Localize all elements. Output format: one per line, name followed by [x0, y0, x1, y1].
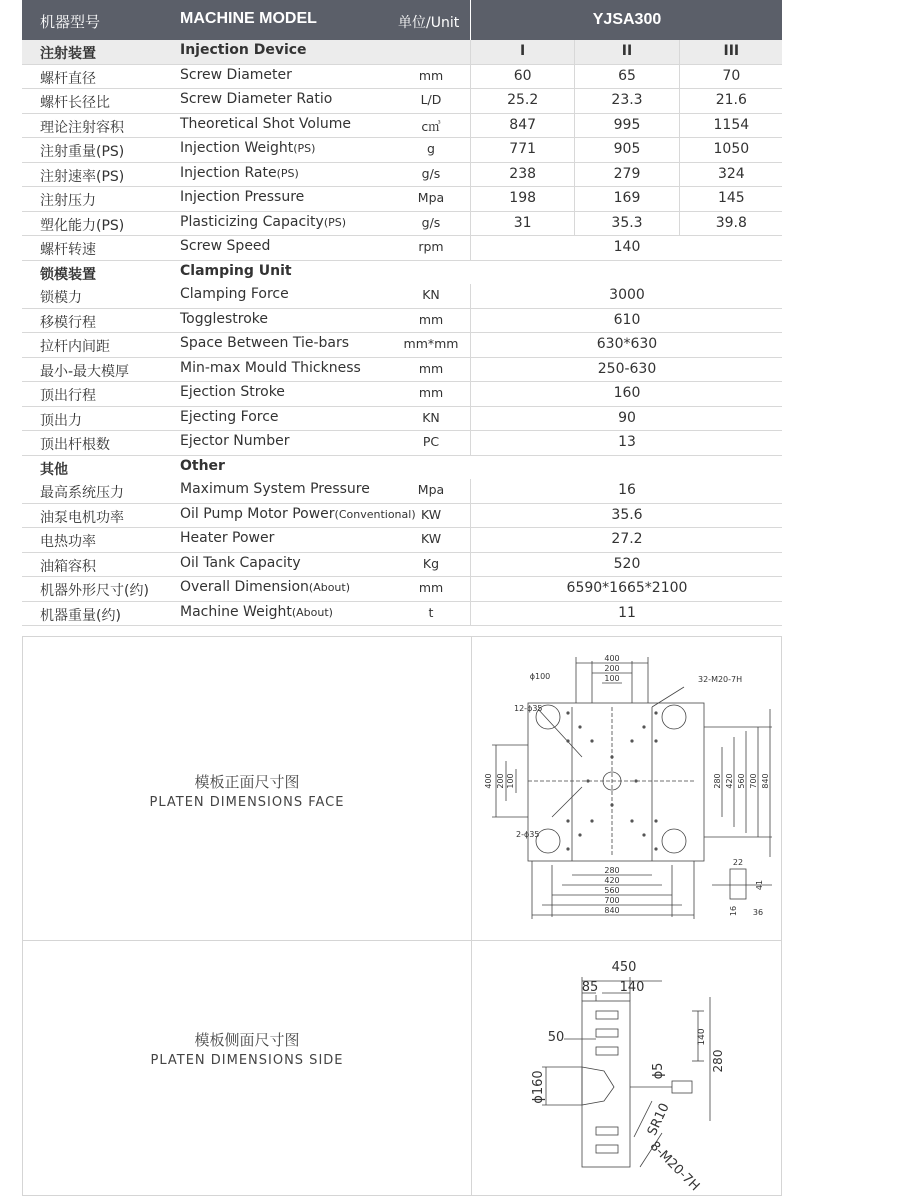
param-name-zh: 机器外形尺寸(约) — [40, 583, 149, 599]
param-value: 238 — [471, 163, 575, 187]
param-name-en: Screw Speed — [180, 238, 271, 254]
param-values — [470, 407, 783, 431]
param-unit: g/s — [421, 165, 441, 181]
platen-face-drawing — [472, 637, 782, 939]
param-unit: g/s — [421, 214, 441, 230]
param-values — [470, 114, 783, 138]
param-values — [470, 138, 783, 162]
param-name-zh: 最高系统压力 — [40, 485, 124, 501]
param-unit: mm — [418, 580, 444, 595]
table-row — [22, 479, 782, 504]
table-row — [22, 163, 782, 188]
param-name-zh: 螺杆直径 — [40, 70, 96, 87]
param-value: 11 — [618, 604, 636, 621]
dim-side-50: 50 — [547, 1030, 565, 1045]
section-header — [22, 261, 782, 285]
dim-face-bottom-280: 280 — [604, 866, 620, 875]
param-values — [470, 89, 783, 113]
param-unit: g — [427, 141, 435, 156]
param-name-zh: 移模行程 — [40, 314, 96, 331]
dim-face-12holes: 12-ϕ35 — [514, 704, 543, 713]
tie-bar-hole — [662, 705, 686, 729]
ejector-rod — [672, 1081, 692, 1093]
dim-side-thread: 8-M20-7H — [646, 1138, 703, 1195]
param-value: 610 — [613, 311, 641, 328]
table-row — [22, 309, 782, 334]
param-value: 771 — [471, 138, 575, 162]
dim-side-140: 140 — [619, 980, 645, 995]
table-row — [22, 358, 782, 383]
param-value: 1050 — [713, 141, 750, 157]
param-value: 31 — [471, 212, 575, 236]
table-row — [22, 407, 782, 432]
param-values — [470, 479, 783, 503]
section-title-zh: 注射装置 — [40, 46, 96, 62]
side-title-zh: 模板侧面尺寸图 — [194, 1031, 300, 1049]
param-value: 847 — [471, 114, 575, 138]
table-row — [22, 577, 782, 602]
dim-face-top-400: 400 — [604, 654, 620, 663]
dim-face-right-560: 560 — [737, 773, 746, 789]
dim-face-bottom-700: 700 — [604, 896, 620, 905]
param-unit: L/D — [420, 92, 442, 107]
param-name-zh: 理论注射容积 — [40, 119, 124, 136]
param-values — [470, 553, 783, 577]
param-values — [470, 528, 783, 552]
param-values — [470, 163, 783, 187]
dim-face-2holes: 2-ϕ35 — [516, 830, 540, 839]
param-unit: Kg — [422, 555, 440, 571]
param-name-zh: 电热功率 — [40, 534, 96, 550]
param-value: 90 — [618, 409, 636, 426]
dim-side-sr10: SR10 — [644, 1101, 673, 1139]
dim-face-bottom-840: 840 — [604, 906, 620, 915]
param-name-zh: 最小-最大模厚 — [40, 363, 130, 380]
header-model-name: YJSA300 — [470, 0, 783, 40]
param-name-zh: 塑化能力(PS) — [40, 217, 125, 234]
param-name-en: Heater Power — [180, 530, 275, 546]
param-value: 6590*1665*2100 — [566, 580, 688, 596]
dim-face-phi100: ϕ100 — [529, 672, 551, 681]
table-row — [22, 138, 782, 163]
dim-face-top-100: 100 — [604, 674, 620, 683]
param-name-en: Injection Pressure — [180, 189, 305, 205]
table-row — [22, 284, 782, 309]
param-value: 25.2 — [471, 89, 575, 113]
screw-label: I — [471, 40, 575, 64]
side-title-en: PLATEN DIMENSIONS SIDE — [150, 1053, 344, 1068]
param-value: 995 — [575, 114, 679, 138]
param-values — [470, 284, 783, 308]
face-caption — [23, 771, 471, 810]
table-row — [22, 212, 782, 237]
param-values — [470, 65, 783, 89]
face-title-en: PLATEN DIMENSIONS FACE — [149, 795, 345, 810]
header-model-en: MACHINE MODEL — [180, 10, 317, 27]
param-value: 324 — [717, 165, 745, 182]
param-unit: mm — [418, 385, 444, 400]
table-row — [22, 89, 782, 114]
param-unit: PC — [422, 434, 440, 449]
param-values — [470, 212, 783, 236]
param-name-zh: 注射速率(PS) — [40, 168, 125, 185]
param-name-en: Ejection Stroke — [180, 384, 285, 400]
screw-columns — [470, 40, 783, 64]
table-header — [22, 0, 782, 40]
section-title-zh: 锁模装置 — [40, 266, 96, 283]
table-row — [22, 333, 782, 358]
param-name-en: Injection Weight(PS) — [180, 140, 316, 156]
param-unit: KW — [420, 506, 442, 522]
param-value: 35.3 — [575, 212, 679, 236]
param-value: 39.8 — [715, 214, 747, 231]
screw-label: III — [723, 43, 740, 59]
dim-side-85: 85 — [581, 980, 599, 995]
param-value: 65 — [575, 65, 679, 89]
param-values — [470, 602, 783, 626]
param-values — [470, 309, 783, 333]
param-name-en: Injection Rate(PS) — [180, 164, 299, 181]
param-value: 520 — [613, 555, 641, 572]
section-title-en: Other — [180, 457, 225, 474]
param-unit: mm — [418, 360, 444, 376]
tie-bar-hole — [662, 829, 686, 853]
side-platen-body — [582, 1001, 630, 1167]
param-unit: KN — [422, 287, 440, 302]
param-unit: KW — [420, 531, 442, 546]
param-unit: mm — [418, 67, 444, 83]
param-name-en: Plasticizing Capacity(PS) — [180, 213, 347, 230]
param-name-zh: 油泵电机功率 — [40, 509, 124, 526]
param-name-en: Ejecting Force — [180, 408, 279, 425]
param-value: 23.3 — [575, 89, 679, 113]
param-name-en: Screw Diameter — [180, 66, 292, 83]
table-row — [22, 382, 782, 407]
param-value: 630*630 — [596, 336, 658, 352]
dim-side-phi160: ϕ160 — [531, 1070, 546, 1104]
param-unit: rpm — [418, 239, 444, 254]
section-header — [22, 40, 782, 65]
param-name-en: Clamping Force — [180, 286, 289, 302]
side-caption — [23, 1029, 471, 1068]
dim-side-r280: 280 — [711, 1049, 725, 1073]
param-name-zh: 机器重量(约) — [40, 607, 121, 624]
screw-label: II — [575, 40, 679, 64]
param-name-zh: 注射压力 — [40, 193, 96, 209]
param-values — [470, 358, 783, 382]
param-values — [470, 577, 783, 601]
dim-face-left-400: 400 — [484, 773, 493, 789]
param-name-zh: 螺杆转速 — [40, 242, 96, 258]
param-values — [470, 236, 783, 260]
dim-face-top-200: 200 — [604, 664, 620, 673]
param-name-zh: 顶出力 — [40, 412, 82, 429]
dim-face-right-280: 280 — [713, 773, 722, 789]
section-title-en: Injection Device — [180, 42, 307, 58]
platen-side-drawing — [472, 941, 782, 1195]
param-unit: mm — [418, 311, 444, 327]
param-name-en: Oil Tank Capacity — [180, 554, 301, 571]
param-name-zh: 顶出杆根数 — [40, 437, 110, 453]
param-name-en: Ejector Number — [180, 433, 290, 449]
table-row — [22, 236, 782, 261]
param-values — [470, 333, 783, 357]
param-value: 279 — [575, 163, 679, 187]
param-unit: KN — [422, 409, 440, 425]
section-title-en: Clamping Unit — [180, 262, 292, 279]
param-name-en: Machine Weight(About) — [180, 603, 333, 620]
param-name-en: Min-max Mould Thickness — [180, 359, 361, 376]
param-value: 13 — [618, 434, 636, 450]
dim-face-bottom-420: 420 — [604, 876, 620, 885]
drawings-panel — [22, 636, 782, 1196]
param-value: 35.6 — [611, 506, 643, 523]
param-value: 905 — [575, 138, 679, 162]
param-value: 60 — [471, 65, 575, 89]
param-name-en: Maximum System Pressure — [180, 481, 370, 497]
nozzle-seat — [582, 1067, 614, 1105]
table-row — [22, 504, 782, 529]
param-name-zh: 油箱容积 — [40, 558, 96, 575]
param-value: 16 — [618, 482, 636, 498]
param-name-zh: 顶出行程 — [40, 388, 96, 404]
table-body — [22, 40, 782, 626]
tie-bar-hole — [536, 829, 560, 853]
dim-face-thread: 32-M20-7H — [698, 675, 743, 684]
param-unit: mm*mm — [403, 336, 459, 351]
table-row — [22, 553, 782, 578]
dim-face-left-200: 200 — [496, 773, 505, 789]
section-title-zh: 其他 — [40, 461, 68, 478]
spec-table — [22, 0, 782, 626]
header-unit: 单位/Unit — [398, 15, 460, 31]
param-name-zh: 螺杆长径比 — [40, 95, 110, 111]
param-value: 145 — [717, 190, 745, 206]
table-row — [22, 187, 782, 212]
param-name-en: Oil Pump Motor Power(Conventional) — [180, 505, 416, 522]
param-name-zh: 注射重量(PS) — [40, 144, 125, 160]
param-value: 169 — [575, 187, 679, 211]
dim-face-slot-41: 41 — [755, 879, 764, 891]
dim-face-right-420: 420 — [725, 773, 734, 789]
dim-face-right-700: 700 — [749, 773, 758, 789]
header-model-zh: 机器型号 — [40, 13, 101, 31]
dim-face-slot-22: 22 — [732, 858, 744, 867]
param-unit: t — [428, 604, 434, 620]
param-values — [470, 504, 783, 528]
param-value: 198 — [471, 187, 575, 211]
t-slot-section — [730, 869, 746, 899]
dim-side-450: 450 — [611, 960, 637, 975]
param-value: 3000 — [609, 287, 645, 303]
param-values — [470, 382, 783, 406]
param-value: 27.2 — [611, 531, 643, 547]
dim-face-bottom-560: 560 — [604, 886, 620, 895]
param-value: 250-630 — [597, 360, 657, 377]
param-name-zh: 拉杆内间距 — [40, 339, 110, 355]
param-name-en: Togglestroke — [180, 310, 269, 327]
table-row — [22, 602, 782, 627]
table-row — [22, 431, 782, 456]
param-values — [470, 187, 783, 211]
param-name-en: Space Between Tie-bars — [180, 335, 350, 351]
dim-face-slot-16: 16 — [729, 905, 738, 917]
param-unit: Mpa — [417, 190, 445, 205]
param-name-en: Theoretical Shot Volume — [180, 115, 351, 132]
section-header — [22, 456, 782, 480]
dim-face-slot-36: 36 — [752, 908, 764, 917]
param-unit: c㎥ — [421, 118, 441, 134]
dim-side-r140: 140 — [697, 1028, 707, 1046]
param-value: 160 — [613, 385, 641, 401]
param-value: 140 — [613, 239, 641, 255]
param-values — [470, 431, 783, 455]
param-name-en: Screw Diameter Ratio — [180, 91, 333, 107]
dim-face-left-100: 100 — [506, 773, 515, 789]
face-title-zh: 模板正面尺寸图 — [194, 773, 300, 791]
param-name-en: Overall Dimension(About) — [180, 579, 351, 595]
param-value: 21.6 — [715, 92, 747, 108]
table-row — [22, 114, 782, 139]
dim-side-phi5: ϕ5 — [651, 1062, 666, 1080]
table-row — [22, 528, 782, 553]
param-name-zh: 锁模力 — [40, 290, 82, 306]
dim-face-right-840: 840 — [761, 773, 770, 789]
param-value: 1154 — [713, 116, 750, 133]
param-unit: Mpa — [417, 482, 445, 497]
param-value: 70 — [722, 67, 741, 84]
table-row — [22, 65, 782, 90]
